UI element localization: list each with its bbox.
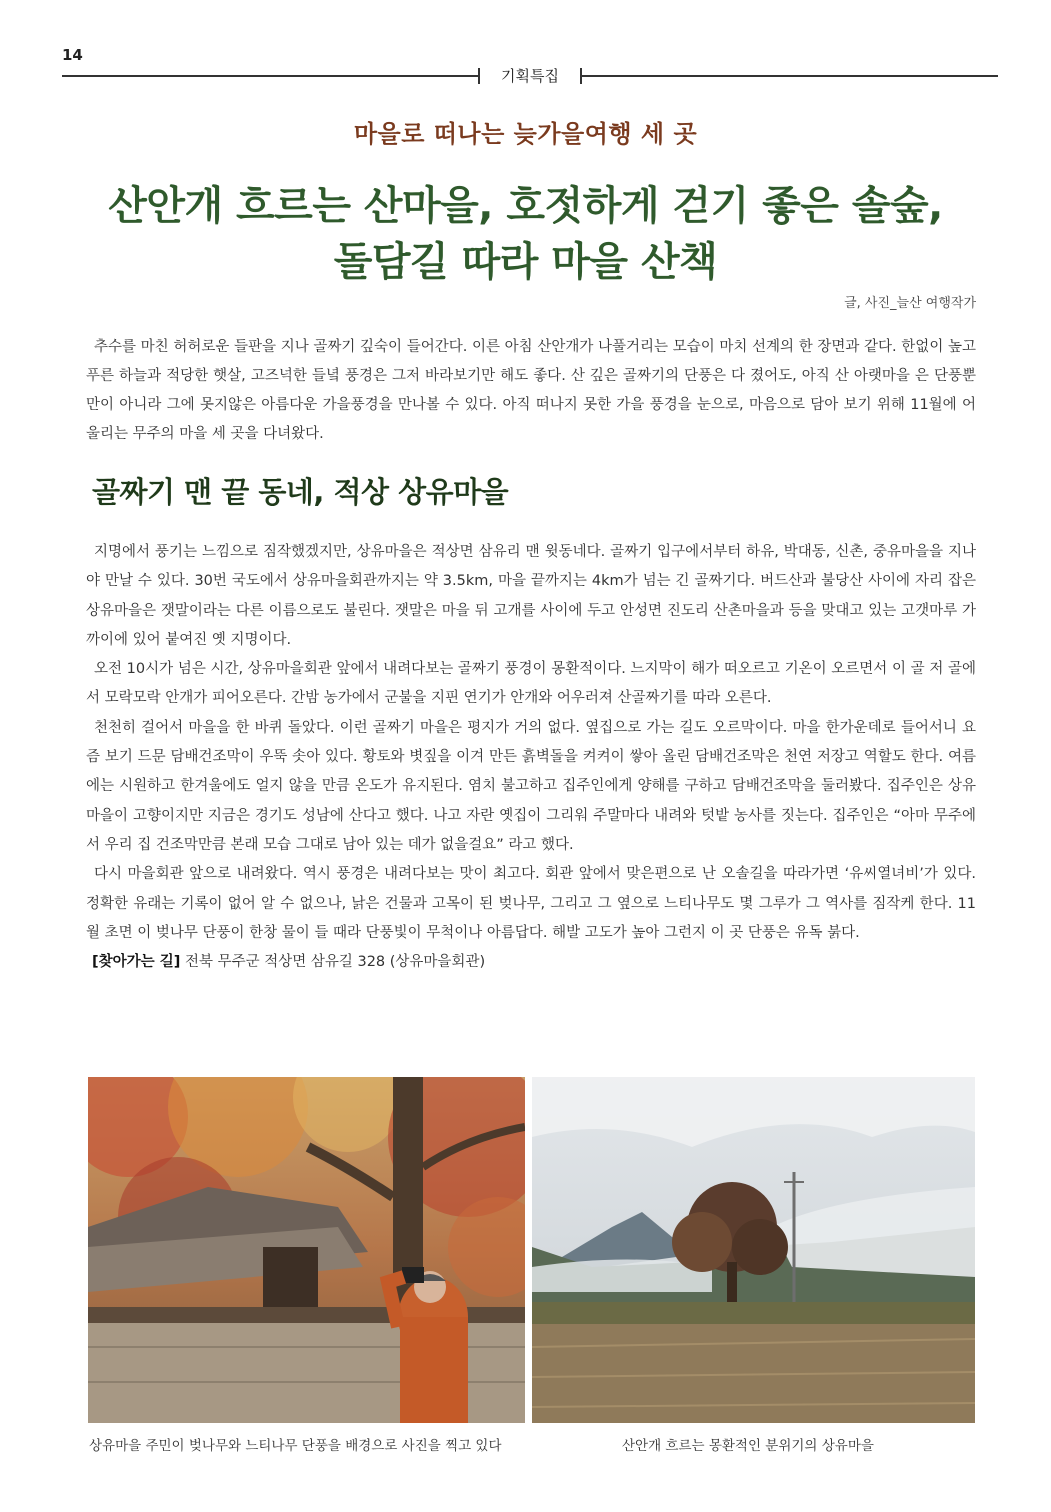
section-label: 기획특집 xyxy=(501,67,559,85)
directions-label: [찾아가는 길] xyxy=(92,954,181,971)
intro-paragraph: 추수를 마친 허허로운 들판을 지나 골짜기 깊숙이 들어간다. 이른 아침 산안개가 나풀거리는 모습이 마치 선계의 한 장면과 같다. 한없이 높고 푸른 하늘과 적당한 햇살, 고즈넉한 들녘 풍경은 그저 바라보기만 해도 좋다. 산 깊은 골짜기의 단풍은 다 졌어도, 아직 산 아랫마을 은 단풍뿐만이 아니라 그에 못지않은 아름다운 가을풍경을 만나볼 수 있다. 아직 떠나지 못한 가을 풍경을 눈으로, 마음으로 담아 보기 위해 11월에 어울리는 무주의 마을 세 곳을 다녀왔다. xyxy=(86,339,976,442)
page-number: 14 xyxy=(62,46,83,64)
body-paragraph-2: 오전 10시가 넘은 시간, 상유마을회관 앞에서 내려다보는 골짜기 풍경이 몽환적이다. 느지막이 해가 떠오르고 기온이 오르면서 이 골 저 골에서 모락모락 안개가 피어오른다. 간밤 농가에서 군불을 지핀 연기가 안개와 어우러져 산골짜기를 따라 오른다. xyxy=(86,661,976,707)
headline-line-1: 산안개 흐르는 산마을, 호젓하게 걷기 좋은 솔숲, xyxy=(108,183,943,229)
photo-caption-left: 상유마을 주민이 벚나무와 느티나무 단풍을 배경으로 사진을 찍고 있다 xyxy=(89,1438,502,1454)
body-paragraph-3: 천천히 걸어서 마을을 한 바퀴 돌았다. 이런 골짜기 마을은 평지가 거의 없다. 옆집으로 가는 길도 오르막이다. 마을 한가운데로 들어서니 요즘 보기 드문 담배건조막이 우뚝 솟아 있다. 황토와 볏짚을 이겨 만든 흙벽돌을 켜켜이 쌓아 올린 담배건조막은 천연 저장고 역할도 한다. 여름에는 시원하고 한겨울에도 얼지 않을 만큼 온도가 유지된다. 염치 불고하고 집주인에게 양해를 구하고 담배건조막을 둘러봤다. 집주인은 상유마을이 고향이지만 지금은 경기도 성남에 산다고 했다. 나고 자란 옛집이 그리워 주말마다 내려와 텃밭 농사를 짓는다. 집주인은 “아마 무주에서 우리 집 건조막만큼 본래 모습 그대로 남아 있는 데가 없을걸요” 라고 했다. xyxy=(86,719,976,853)
directions xyxy=(86,948,976,977)
headline-line-2: 돌담길 따라 마을 산책 xyxy=(333,239,718,285)
directions-address: 전북 무주군 적상면 삼유길 328 (상유마을회관) xyxy=(180,954,486,971)
article-kicker: 마을로 떠나는 늦가을여행 세 곳 xyxy=(353,120,698,148)
section-title: 골짜기 맨 끝 동네, 적상 상유마을 xyxy=(92,475,509,509)
rule-line-right xyxy=(582,75,998,77)
section-header-rule xyxy=(62,66,998,86)
photo-villager-illustration xyxy=(88,1077,525,1423)
rule-line-left xyxy=(62,75,478,77)
article-body xyxy=(86,538,976,977)
article-headline xyxy=(0,178,1051,290)
photo-villager-autumn-tree xyxy=(88,1077,525,1423)
body-paragraph-1: 지명에서 풍기는 느낌으로 짐작했겠지만, 상유마을은 적상면 삼유리 맨 윗동네다. 골짜기 입구에서부터 하유, 박대동, 신촌, 중유마을을 지나야 만날 수 있다. 30번 국도에서 상유마을회관까지는 약 3.5km, 마을 끝까지는 4km가 넘는 긴 골짜기다. 버드산과 불당산 사이에 자리 잡은 상유마을은 잿말이라는 다른 이름으로도 불린다. 잿말은 마을 뒤 고개를 사이에 두고 안성면 진도리 산촌마을과 등을 맞대고 있는 고갯마루 가까이에 있어 붙여진 옛 지명이다. xyxy=(86,544,976,648)
photo-misty-village xyxy=(532,1077,975,1423)
byline: 글, 사진_늘산 여행작가 xyxy=(844,296,976,311)
photo-misty-illustration xyxy=(532,1077,975,1423)
body-paragraph-4: 다시 마을회관 앞으로 내려왔다. 역시 풍경은 내려다보는 맛이 최고다. 회관 앞에서 맞은편으로 난 오솔길을 따라가면 ‘유씨열녀비’가 있다. 정확한 유래는 기록이 없어 알 수 없으나, 낡은 건물과 고목이 된 벚나무, 그리고 그 옆으로 느티나무도 몇 그루가 그 역사를 짐작케 한다. 11월 초면 이 벚나무 단풍이 한창 물이 들 때라 단풍빛이 무척이나 아름답다. 해발 고도가 높아 그런지 이 곳 단풍은 유독 붉다. xyxy=(86,866,976,941)
photo-caption-right: 산안개 흐르는 몽환적인 분위기의 상유마을 xyxy=(622,1438,874,1454)
